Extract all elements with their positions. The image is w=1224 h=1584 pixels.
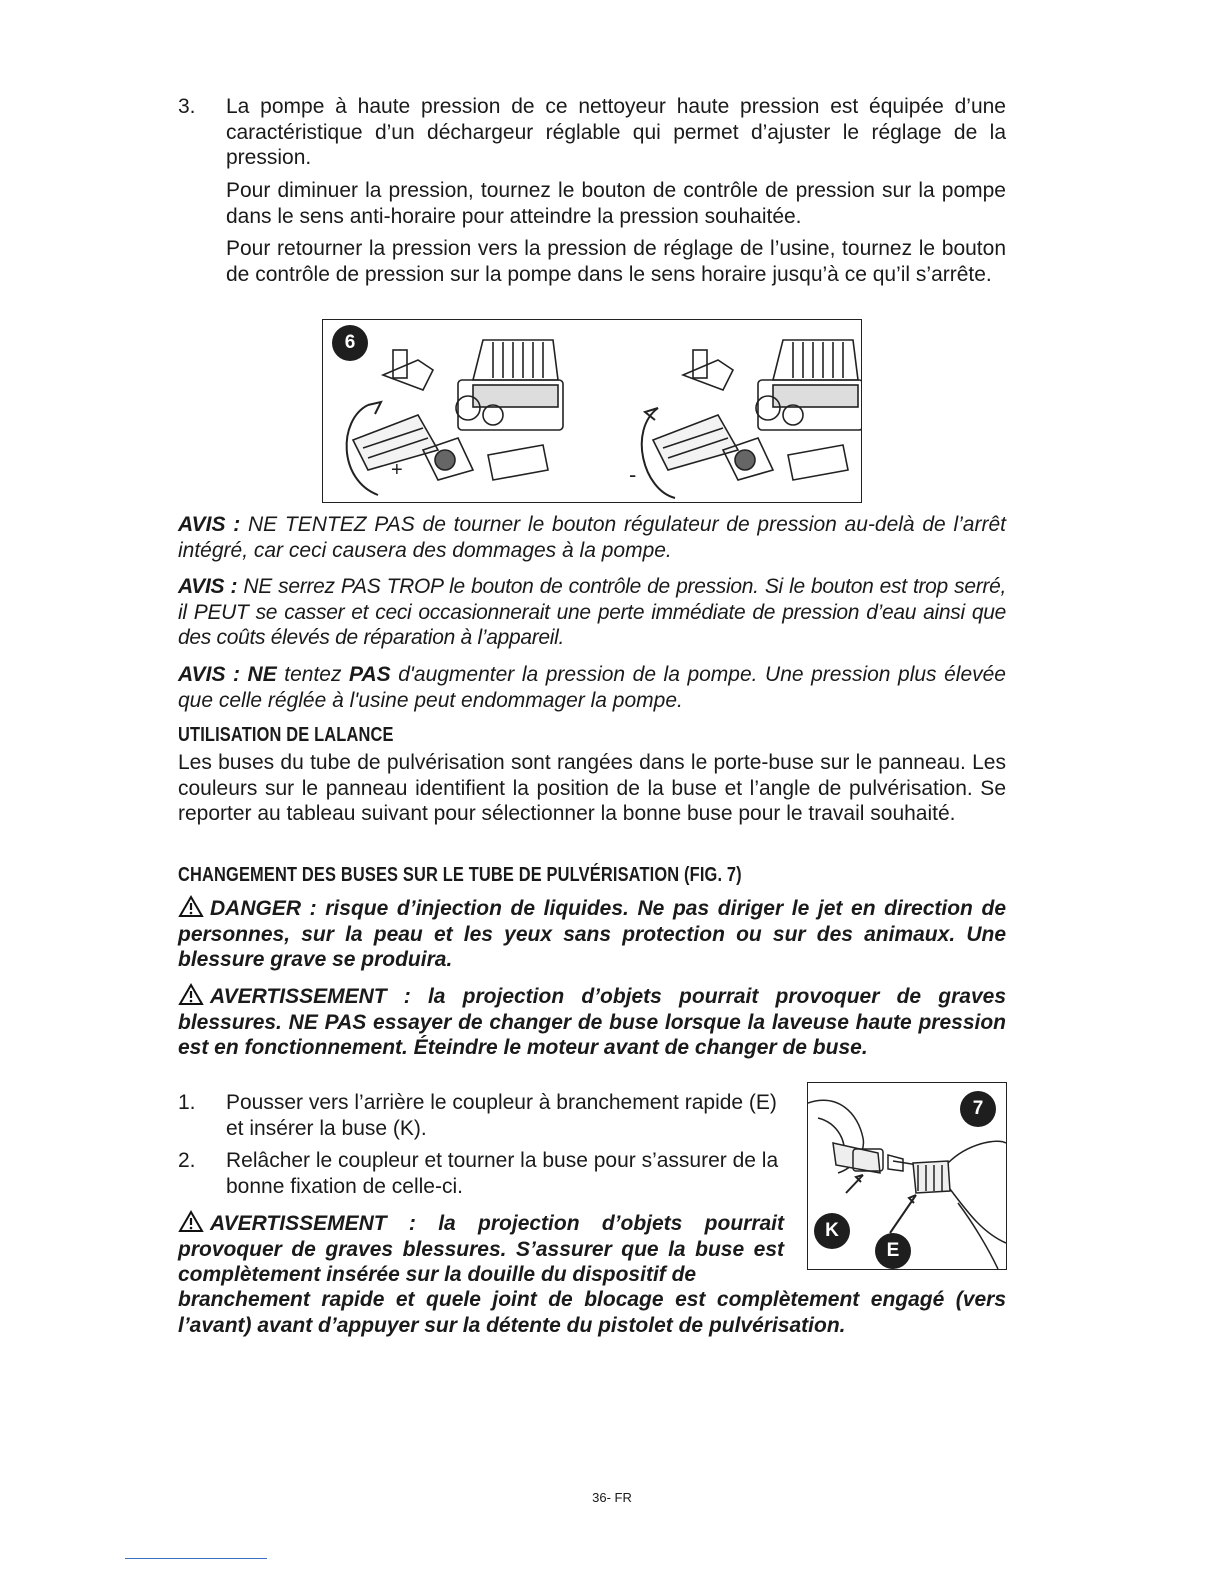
- label-e-badge: E: [875, 1233, 911, 1269]
- step-number: 3.: [178, 95, 196, 118]
- figure-7-badge: 7: [960, 1091, 996, 1127]
- return-pressure-text: Pour retourner la pression vers la pression de réglage de l’usine, tournez le bouton de contrôle de pression sur la pompe dans le sens horaire jusqu’à ce qu’il s’arrête.: [226, 237, 1006, 286]
- warning-1-text: AVERTISSEMENT : la projection d’objets pourrait provoquer de graves blessures. NE PAS essayer de changer de buse lorsque la laveuse haute pression est en fonctionnement. Éteindre le moteur avant de changer de buse.: [178, 985, 1006, 1059]
- page-number: 36- FR: [592, 1490, 632, 1505]
- figure-7: [807, 1082, 1007, 1270]
- notice-3: [178, 662, 1006, 713]
- notice-3-text: d'augmenter la pression de la pompe. Une pression plus élevée que celle réglée à l'usine peut endommager la pompe.: [178, 663, 1006, 712]
- notice-2: [178, 574, 1006, 651]
- notice-1: [178, 512, 1006, 563]
- lance-heading: UTILISATION DE LALANCE: [178, 724, 394, 746]
- step-3-text: La pompe à haute pression de ce nettoyeur haute pression est équipée d’une caractéristique d’un déchargeur réglable qui permet d’ajuster le réglage de la pression.: [226, 95, 1006, 169]
- warning-2-part-a: [178, 1210, 784, 1288]
- pump-illustration: [323, 320, 861, 502]
- lance-text: Les buses du tube de pulvérisation sont rangées dans le porte-buse sur le panneau. Les couleurs sur le panneau identifient la position de la buse et l’angle de pulvérisation. Se reporter au tableau suivant pour sélectionner la bonne buse pour le travail souhaité.: [178, 751, 1006, 825]
- decrease-pressure-text: Pour diminuer la pression, tournez le bouton de contrôle de pression sur la pompe dans le sens anti-horaire pour atteindre la pression souhaitée.: [226, 179, 1006, 228]
- notice-1-text: NE TENTEZ PAS de tourner le bouton régulateur de pression au-delà de l’arrêt intégré, car ceci causera des dommages à la pompe.: [178, 513, 1006, 562]
- step-1-number: 1.: [178, 1091, 196, 1114]
- warning-2-part-b: branchement rapide et quele joint de blocage est complètement engagé (vers l’avant) avant d’appuyer sur la détente du pistolet de pulvérisation.: [178, 1288, 1006, 1337]
- warning-triangle-icon: [178, 1210, 204, 1233]
- label-k-badge: K: [814, 1213, 850, 1249]
- pump-right-drawing: [642, 340, 861, 498]
- minus-label: -: [629, 462, 637, 487]
- notice-2-label: AVIS :: [178, 575, 238, 598]
- step-1-text: Pousser vers l’arrière le coupleur à branchement rapide (E) et insérer la buse (K).: [226, 1091, 777, 1140]
- step-2-number: 2.: [178, 1149, 196, 1172]
- bottom-divider: [125, 1558, 267, 1559]
- notice-2-text: NE serrez PAS TROP le bouton de contrôle de pression. Si le bouton est trop serré, il PEUT se casser et ceci occasionnerait une perte immédiate de pression d’eau ainsi que des coûts élevés de réparation à l’appareil.: [178, 575, 1007, 649]
- figure-6: [322, 319, 862, 503]
- warning-2-text-a: AVERTISSEMENT : la projection d’objets pourrait provoquer de graves blessures. S’assurer que la buse est complètement insérée sur la douille du dispositif de: [178, 1212, 784, 1286]
- plus-label: +: [391, 459, 403, 481]
- notice-3-mid: tentez: [276, 663, 350, 686]
- warning-1: [178, 983, 1006, 1061]
- notice-3-label: AVIS : NE: [178, 663, 277, 686]
- nozzles-heading: CHANGEMENT DES BUSES SUR LE TUBE DE PULVÉRISATION (FIG. 7): [178, 864, 742, 886]
- warning-triangle-icon: [178, 983, 204, 1006]
- warning-triangle-icon: [178, 895, 204, 918]
- notice-1-label: AVIS :: [178, 513, 241, 536]
- pump-left-drawing: [347, 340, 563, 495]
- step-2-text: Relâcher le coupleur et tourner la buse pour s’assurer de la bonne fixation de celle-ci.: [226, 1149, 779, 1198]
- notice-3-pas: PAS: [349, 663, 391, 686]
- danger-warning: [178, 895, 1006, 973]
- figure-6-badge: 6: [332, 325, 368, 361]
- danger-text: DANGER : risque d’injection de liquides. Ne pas diriger le jet en direction de personnes, sur la peau et les yeux sans protection ou sur des animaux. Une blessure grave se produira.: [178, 897, 1006, 971]
